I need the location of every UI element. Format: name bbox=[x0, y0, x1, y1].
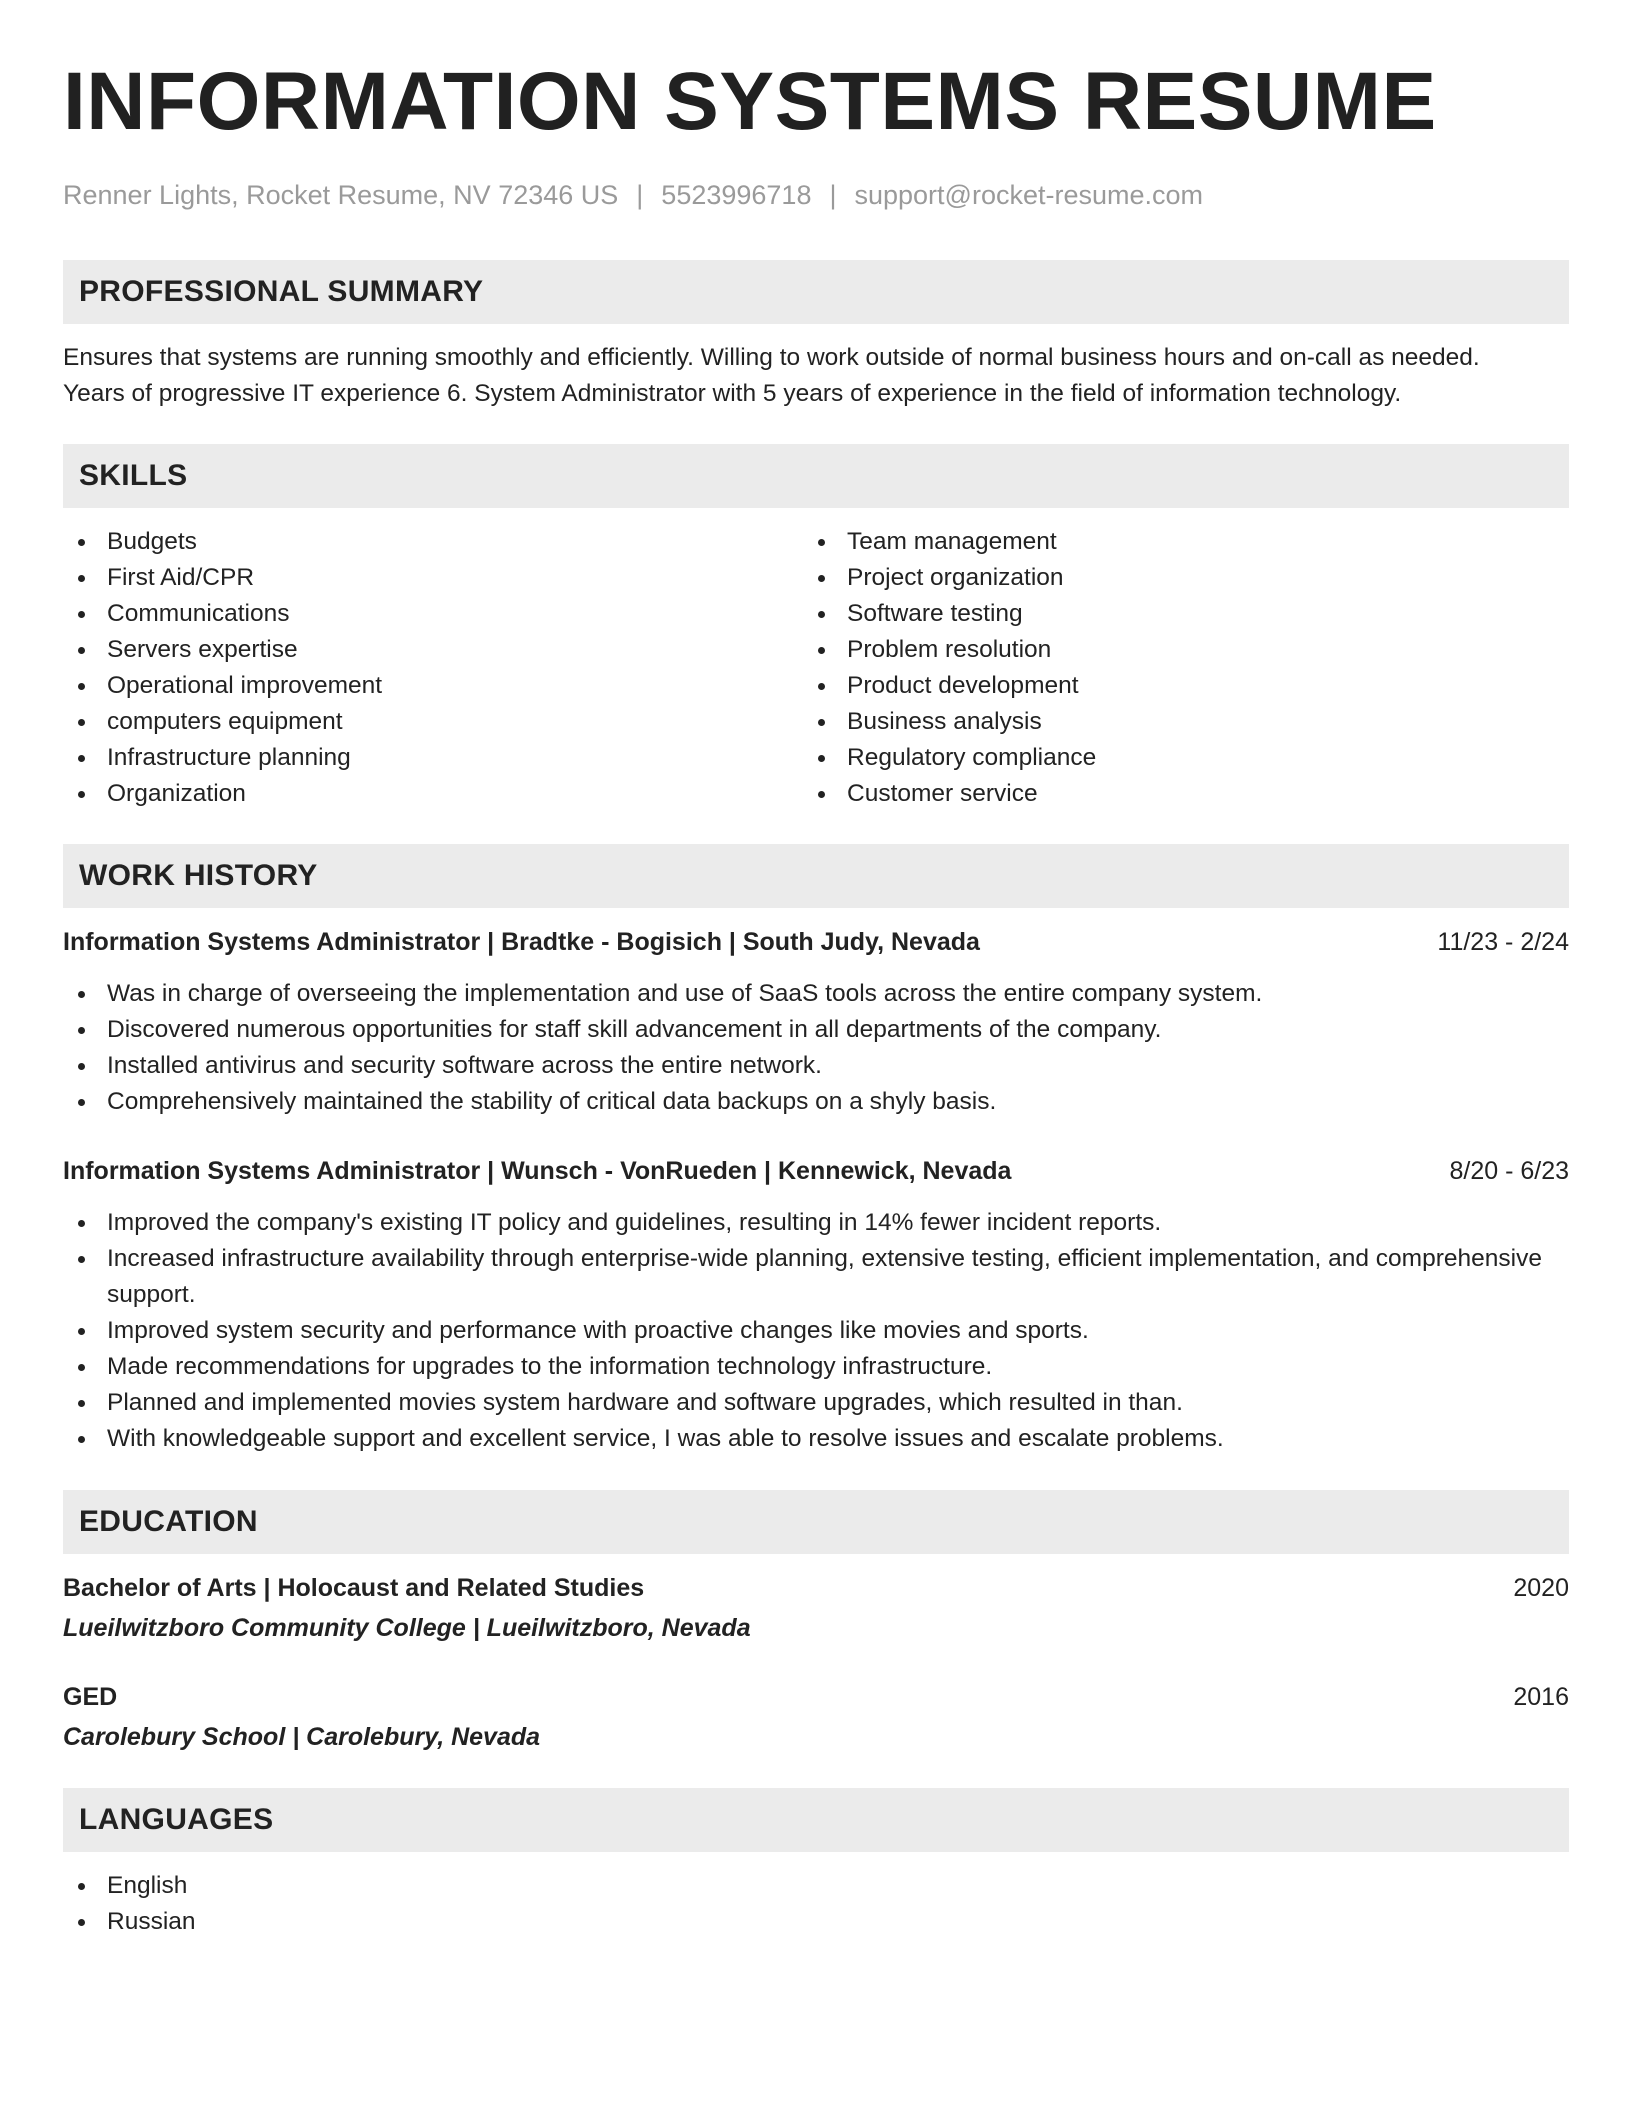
skill-item: Communications bbox=[63, 596, 803, 632]
education-header bbox=[63, 1570, 1569, 1606]
job-dates: 8/20 - 6/23 bbox=[1449, 1157, 1569, 1185]
contact-address: Renner Lights, Rocket Resume, NV 72346 US bbox=[63, 180, 619, 210]
skill-item: Organization bbox=[63, 776, 803, 812]
job-bullet: Planned and implemented movies system hardware and software upgrades, which resulted in than. bbox=[63, 1385, 1569, 1421]
skill-item: Operational improvement bbox=[63, 668, 803, 704]
skills-grid bbox=[63, 524, 1569, 812]
section-header-languages: LANGUAGES bbox=[63, 1788, 1569, 1852]
skill-item: First Aid/CPR bbox=[63, 560, 803, 596]
skill-item: Business analysis bbox=[803, 704, 1543, 740]
job-bullet: Improved the company's existing IT policy and guidelines, resulting in 14% fewer incident reports. bbox=[63, 1205, 1569, 1241]
education-header bbox=[63, 1679, 1569, 1715]
skill-item: computers equipment bbox=[63, 704, 803, 740]
job-bullet: Discovered numerous opportunities for staff skill advancement in all departments of the company. bbox=[63, 1012, 1569, 1048]
skill-item: Software testing bbox=[803, 596, 1543, 632]
skill-item: Team management bbox=[803, 524, 1543, 560]
job-header bbox=[63, 1153, 1569, 1189]
job-bullet: Comprehensively maintained the stability of critical data backups on a shyly basis. bbox=[63, 1084, 1569, 1120]
job-header bbox=[63, 924, 1569, 960]
skill-item: Customer service bbox=[803, 776, 1543, 812]
education-degree: Bachelor of Arts | Holocaust and Related Studies bbox=[63, 1574, 645, 1602]
job-title: Information Systems Administrator | Bradtke - Bogisich | South Judy, Nevada bbox=[63, 928, 980, 956]
section-header-work-history: WORK HISTORY bbox=[63, 844, 1569, 908]
section-header-summary: PROFESSIONAL SUMMARY bbox=[63, 260, 1569, 324]
education-year: 2016 bbox=[1513, 1683, 1569, 1711]
education-school: Carolebury School | Carolebury, Nevada bbox=[63, 1723, 541, 1751]
resume-title: INFORMATION SYSTEMS RESUME bbox=[63, 56, 1437, 147]
skill-item: Budgets bbox=[63, 524, 803, 560]
summary-text bbox=[63, 340, 1569, 412]
language-item: English bbox=[63, 1868, 1569, 1904]
job-bullet-list bbox=[63, 976, 1569, 1120]
skill-item: Project organization bbox=[803, 560, 1543, 596]
job-title: Information Systems Administrator | Wunsch - VonRueden | Kennewick, Nevada bbox=[63, 1157, 1012, 1185]
job-bullet: Was in charge of overseeing the implementation and use of SaaS tools across the entire company system. bbox=[63, 976, 1569, 1012]
job-bullet: Installed antivirus and security software across the entire network. bbox=[63, 1048, 1569, 1084]
contact-email: support@rocket-resume.com bbox=[854, 180, 1204, 210]
language-item: Russian bbox=[63, 1904, 1569, 1940]
skills-column-right bbox=[803, 524, 1543, 812]
skill-item: Product development bbox=[803, 668, 1543, 704]
job-bullet-list bbox=[63, 1205, 1569, 1457]
education-year: 2020 bbox=[1513, 1574, 1569, 1602]
skill-item: Problem resolution bbox=[803, 632, 1543, 668]
job-bullet: Improved system security and performance with proactive changes like movies and sports. bbox=[63, 1313, 1569, 1349]
contact-phone: 5523996718 bbox=[661, 180, 812, 210]
job-bullet: Made recommendations for upgrades to the information technology infrastructure. bbox=[63, 1349, 1569, 1385]
skill-item: Infrastructure planning bbox=[63, 740, 803, 776]
education-degree: GED bbox=[63, 1683, 118, 1711]
contact-line bbox=[63, 178, 1569, 212]
summary-line: Years of progressive IT experience 6. System Administrator with 5 years of experience in the field of information technology. bbox=[63, 380, 1402, 407]
section-header-skills: SKILLS bbox=[63, 444, 1569, 508]
job-dates: 11/23 - 2/24 bbox=[1437, 928, 1569, 956]
contact-separator: | bbox=[829, 180, 837, 210]
skill-item: Servers expertise bbox=[63, 632, 803, 668]
job-bullet: Increased infrastructure availability through enterprise-wide planning, extensive testing, efficient implementation, and comprehensive support. bbox=[63, 1241, 1569, 1313]
job-bullet: With knowledgeable support and excellent service, I was able to resolve issues and escalate problems. bbox=[63, 1421, 1569, 1457]
skill-item: Regulatory compliance bbox=[803, 740, 1543, 776]
education-school: Lueilwitzboro Community College | Lueilwitzboro, Nevada bbox=[63, 1614, 751, 1642]
language-list bbox=[63, 1868, 1569, 1940]
summary-line: Ensures that systems are running smoothly and efficiently. Willing to work outside of normal business hours and on-call as needed. bbox=[63, 344, 1480, 371]
section-header-education: EDUCATION bbox=[63, 1490, 1569, 1554]
contact-separator: | bbox=[636, 180, 644, 210]
skills-column-left bbox=[63, 524, 803, 812]
